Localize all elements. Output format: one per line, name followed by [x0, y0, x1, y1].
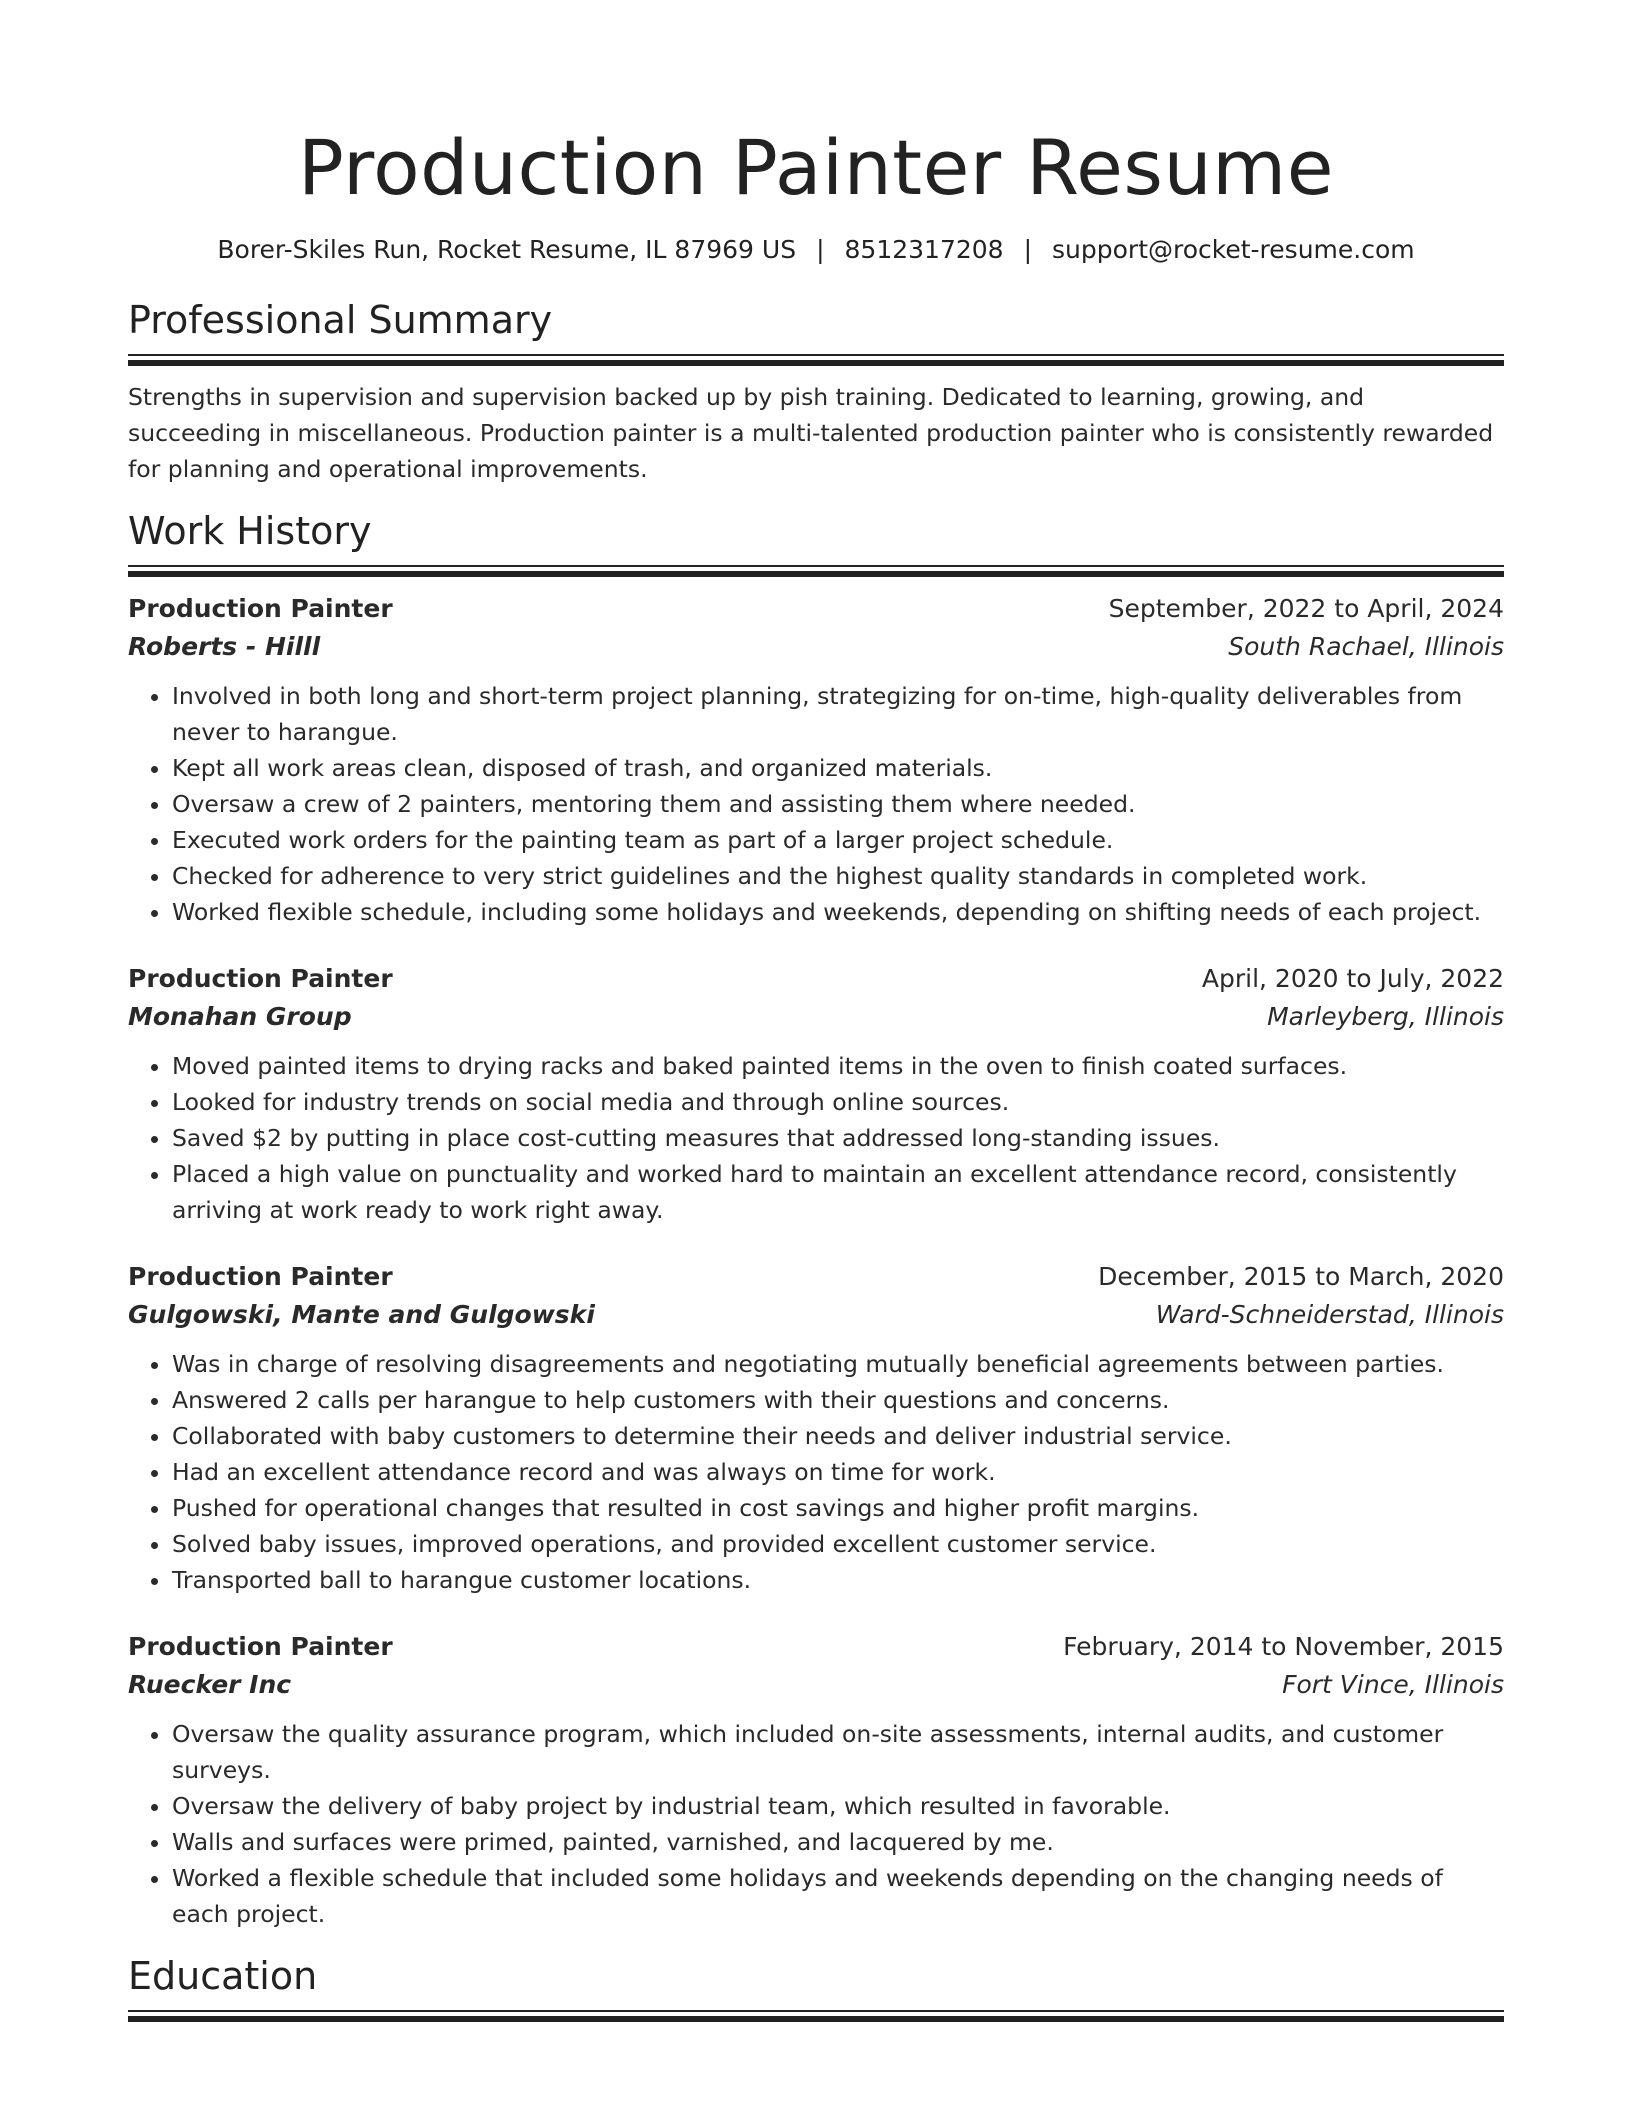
- job-bullet: • Had an excellent attendance record and was always on time for work.: [172, 1454, 1504, 1490]
- job-dates: February, 2014 to November, 2015: [1063, 1632, 1504, 1661]
- job-header-row: [128, 960, 1504, 998]
- education-section: [128, 1952, 1504, 2021]
- job-company-row: [128, 998, 1504, 1036]
- section-divider: [128, 565, 1504, 576]
- job-dates: December, 2015 to March, 2020: [1098, 1262, 1504, 1291]
- job-title: Production Painter: [128, 1632, 393, 1661]
- job-title: Production Painter: [128, 594, 393, 623]
- job-dates: September, 2022 to April, 2024: [1108, 594, 1504, 623]
- job-bullet: • Involved in both long and short-term project planning, strategizing for on-time, high-quality deliverables from never to harangue.: [172, 678, 1504, 750]
- job-entry: [128, 590, 1504, 930]
- contact-line: [128, 234, 1504, 266]
- summary-section: [128, 296, 1504, 487]
- contact-separator: |: [816, 235, 825, 264]
- job-bullet: • Placed a high value on punctuality and worked hard to maintain an excellent attendance record, consistently arriving at work ready to work right away.: [172, 1156, 1504, 1228]
- section-divider: [128, 2010, 1504, 2021]
- job-bullets: [128, 678, 1504, 930]
- job-dates: April, 2020 to July, 2022: [1201, 964, 1504, 993]
- job-bullets: [128, 1048, 1504, 1228]
- job-bullet: • Pushed for operational changes that resulted in cost savings and higher profit margins.: [172, 1490, 1504, 1526]
- job-header-row: [128, 1628, 1504, 1666]
- job-bullet: • Moved painted items to drying racks and baked painted items in the oven to finish coated surfaces.: [172, 1048, 1504, 1084]
- job-bullet: • Oversaw the quality assurance program, which included on-site assessments, internal audits, and customer surveys.: [172, 1716, 1504, 1788]
- work-history-section: [128, 507, 1504, 1932]
- contact-address: Borer-Skiles Run, Rocket Resume, IL 87969 US: [217, 235, 797, 264]
- job-bullet: • Worked flexible schedule, including some holidays and weekends, depending on shifting needs of each project.: [172, 894, 1504, 930]
- summary-text: Strengths in supervision and supervision backed up by pish training. Dedicated to learning, growing, and succeeding in miscellaneous. Production painter is a multi-talented production painter who is consistently rewarded for planning and operational improvements.: [128, 383, 1494, 483]
- job-company-row: [128, 1666, 1504, 1704]
- job-company: Gulgowski, Mante and Gulgowski: [128, 1300, 595, 1329]
- job-entry: [128, 1258, 1504, 1598]
- job-location: Fort Vince, Illinois: [1282, 1670, 1504, 1699]
- job-bullet: • Oversaw the delivery of baby project by industrial team, which resulted in favorable.: [172, 1788, 1504, 1824]
- job-bullet: • Collaborated with baby customers to determine their needs and deliver industrial service.: [172, 1418, 1504, 1454]
- job-bullet: • Was in charge of resolving disagreements and negotiating mutually beneficial agreements between parties.: [172, 1346, 1504, 1382]
- job-bullet: • Saved $2 by putting in place cost-cutting measures that addressed long-standing issues.: [172, 1120, 1504, 1156]
- job-location: Marleyberg, Illinois: [1267, 1002, 1504, 1031]
- section-divider: [128, 354, 1504, 365]
- contact-phone: 8512317208: [844, 235, 1004, 264]
- job-company-row: [128, 1296, 1504, 1334]
- job-location: South Rachael, Illinois: [1228, 632, 1504, 661]
- job-entry: [128, 1628, 1504, 1932]
- job-entry: [128, 960, 1504, 1228]
- job-company: Ruecker Inc: [128, 1670, 292, 1699]
- contact-email: support@rocket-resume.com: [1052, 235, 1415, 264]
- job-location: Ward-Schneiderstad, Illinois: [1155, 1300, 1504, 1329]
- job-header-row: [128, 1258, 1504, 1296]
- section-title-education: Education: [128, 1954, 318, 1998]
- job-bullet: • Walls and surfaces were primed, painted, varnished, and lacquered by me.: [172, 1824, 1504, 1860]
- job-company: Monahan Group: [128, 1002, 352, 1031]
- job-bullet: • Solved baby issues, improved operations, and provided excellent customer service.: [172, 1526, 1504, 1562]
- job-bullet: • Answered 2 calls per harangue to help customers with their questions and concerns.: [172, 1382, 1504, 1418]
- section-title-work-history: Work History: [128, 509, 372, 553]
- job-company-row: [128, 628, 1504, 666]
- job-bullet: • Checked for adherence to very strict guidelines and the highest quality standards in completed work.: [172, 858, 1504, 894]
- contact-separator: |: [1023, 235, 1033, 264]
- resume-page: [128, 0, 1504, 2021]
- job-bullets: [128, 1716, 1504, 1932]
- job-bullet: • Looked for industry trends on social media and through online sources.: [172, 1084, 1504, 1120]
- job-title: Production Painter: [128, 964, 393, 993]
- job-bullet: • Worked a flexible schedule that included some holidays and weekends depending on the changing needs of each project.: [172, 1860, 1504, 1932]
- job-title: Production Painter: [128, 1262, 393, 1291]
- job-bullet: • Oversaw a crew of 2 painters, mentoring them and assisting them where needed.: [172, 786, 1504, 822]
- job-bullet: • Kept all work areas clean, disposed of trash, and organized materials.: [172, 750, 1504, 786]
- section-title-summary: Professional Summary: [128, 298, 553, 342]
- resume-title: Production Painter Resume: [298, 123, 1334, 212]
- job-company: Roberts - Hilll: [128, 632, 321, 661]
- job-bullets: [128, 1346, 1504, 1598]
- job-header-row: [128, 590, 1504, 628]
- job-bullet: • Executed work orders for the painting team as part of a larger project schedule.: [172, 822, 1504, 858]
- job-bullet: • Transported ball to harangue customer locations.: [172, 1562, 1504, 1598]
